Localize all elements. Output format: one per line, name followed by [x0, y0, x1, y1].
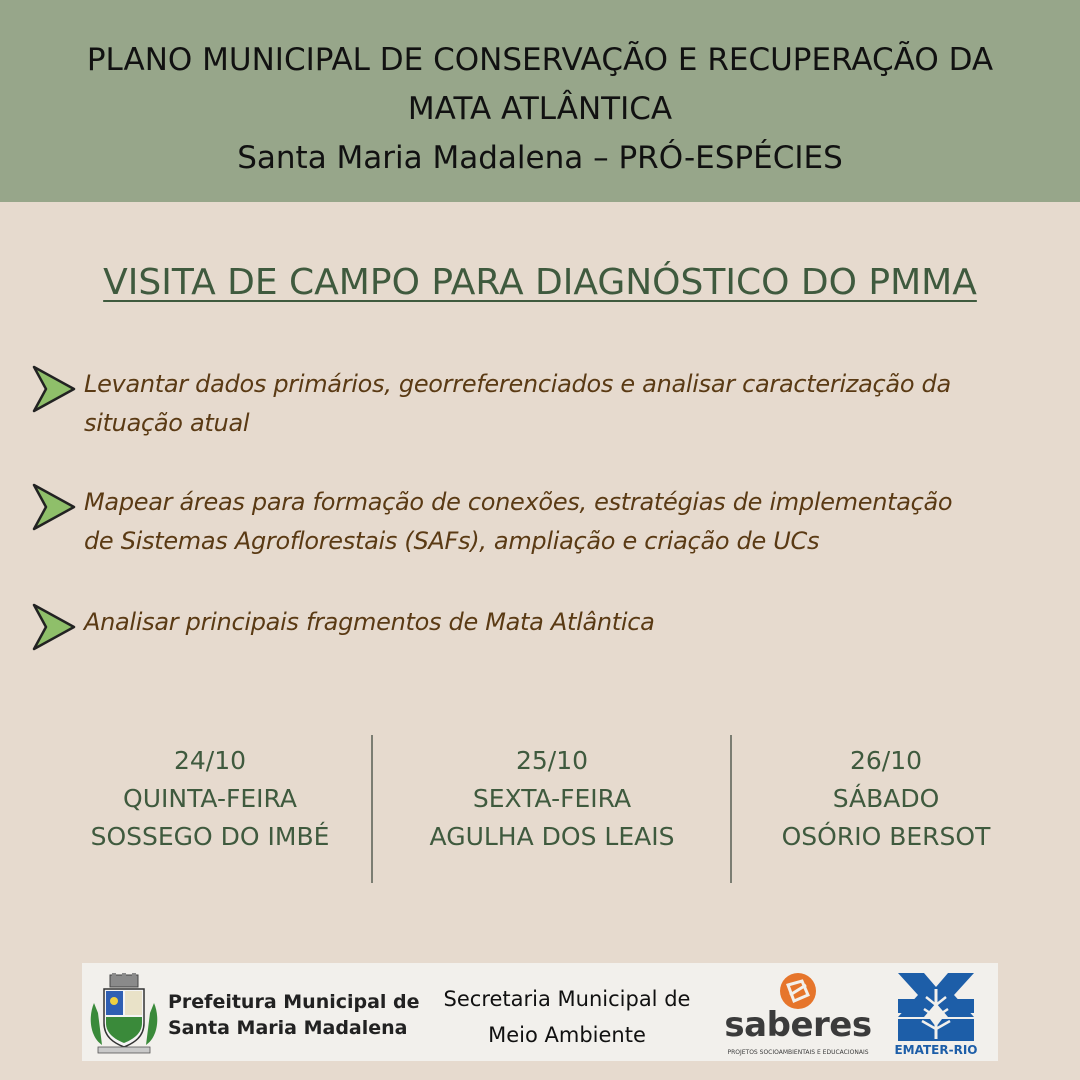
secretaria-name	[422, 981, 712, 1053]
municipal-coat-of-arms-icon	[88, 973, 160, 1055]
chevron-right-icon	[30, 365, 78, 413]
schedule-weekday: SÁBADO	[832, 784, 940, 813]
saberes-wordmark: saberes	[724, 1005, 872, 1045]
emater-logo	[894, 969, 978, 1057]
schedule-column	[736, 742, 1036, 856]
secretaria-line2: Meio Ambiente	[488, 1023, 646, 1047]
schedule-weekday: SEXTA-FEIRA	[472, 784, 632, 813]
column-divider	[371, 735, 373, 883]
bullet-text-line2: de Sistemas Agroflorestais (SAFs), ampliação e criação de UCs	[84, 527, 820, 555]
emater-wordmark: EMATER-RIO	[894, 1043, 978, 1057]
prefeitura-name	[168, 989, 420, 1041]
schedule-weekday: QUINTA-FEIRA	[123, 784, 297, 813]
bullet-text	[84, 365, 1024, 443]
footer-logos-bar	[82, 963, 998, 1061]
bullet-text	[84, 603, 1024, 642]
schedule-location: SOSSEGO DO IMBÉ	[90, 822, 330, 851]
header-title-line2: MATA ATLÂNTICA	[407, 91, 673, 127]
header-banner	[0, 0, 1080, 202]
prefeitura-line2: Santa Maria Madalena	[168, 1017, 408, 1039]
bullet-text	[84, 483, 1024, 561]
prefeitura-line1: Prefeitura Municipal de	[168, 991, 420, 1013]
section-title: VISITA DE CAMPO PARA DIAGNÓSTICO DO PMMA	[103, 262, 977, 303]
bullet-text-line1: Mapear áreas para formação de conexões, estratégias de implementação	[84, 488, 953, 516]
header-subtitle: Santa Maria Madalena – PRÓ-ESPÉCIES	[237, 140, 843, 176]
chevron-right-icon	[30, 483, 78, 531]
secretaria-line1: Secretaria Municipal de	[443, 987, 691, 1011]
header-title-line1: PLANO MUNICIPAL DE CONSERVAÇÃO E RECUPERAÇÃO DA	[86, 42, 994, 78]
emater-logo-icon	[894, 969, 978, 1043]
schedule-date: 26/10	[849, 746, 923, 775]
chevron-right-icon	[30, 603, 78, 651]
schedule-location: AGULHA DOS LEAIS	[429, 822, 675, 851]
schedule-location: OSÓRIO BERSOT	[781, 822, 991, 851]
saberes-tagline: PROJETOS SOCIOAMBIENTAIS E EDUCACIONAIS	[727, 1049, 869, 1056]
schedule-date: 24/10	[173, 746, 247, 775]
bullet-text-line1: Levantar dados primários, georreferenciados e analisar caracterização da	[84, 370, 951, 398]
schedule-column	[60, 742, 360, 856]
bullet-text-line1: Analisar principais fragmentos de Mata Atlântica	[84, 608, 655, 636]
saberes-logo	[718, 969, 878, 1059]
bullet-text-line2: situação atual	[84, 409, 250, 437]
schedule-column	[402, 742, 702, 856]
column-divider	[730, 735, 732, 883]
schedule-date: 25/10	[515, 746, 589, 775]
